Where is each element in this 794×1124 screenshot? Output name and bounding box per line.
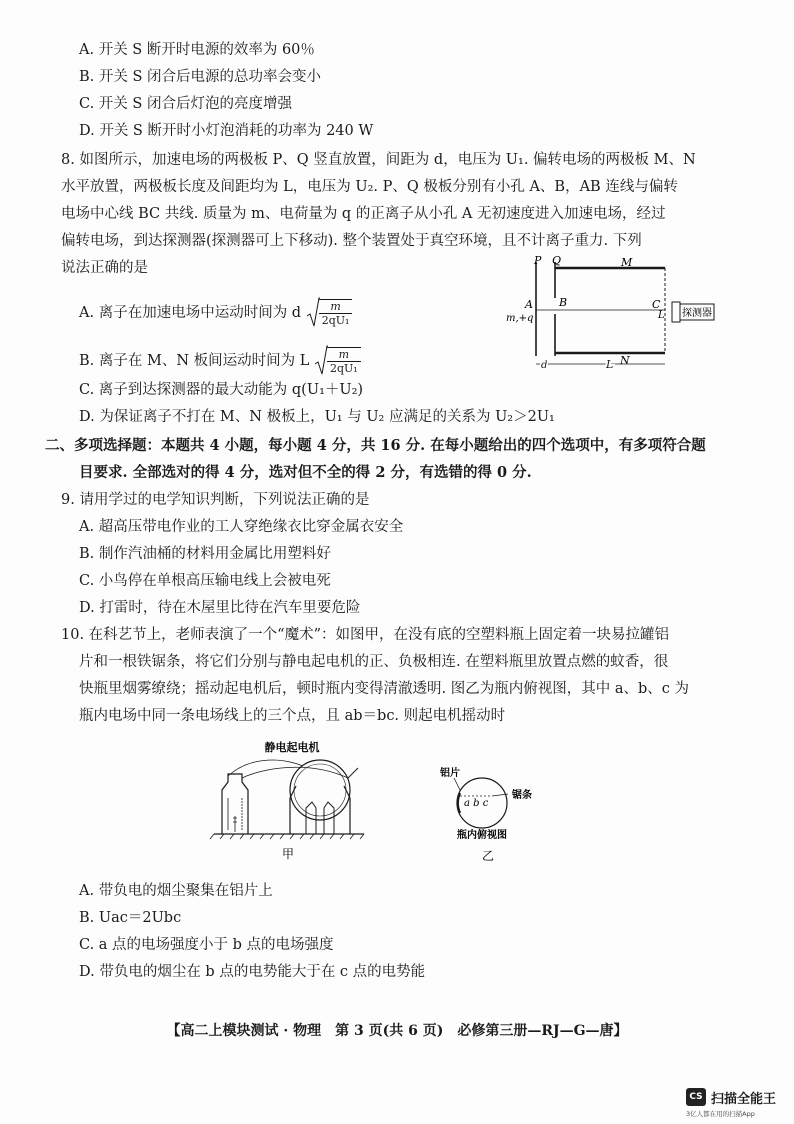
q8-stem-line-2: 水平放置，两极板长度及间距均为 L，电压为 U₂. P、Q 极板分别有小孔 A、B，AB 连线与偏转 (61, 179, 678, 195)
q7-option-b: B. 开关 S 闭合后电源的总功率会变小 (79, 69, 322, 85)
q10-option-a: A. 带负电的烟尘聚集在铝片上 (79, 883, 273, 899)
q8-stem-line-3: 电场中心线 BC 共线. 质量为 m、电荷量为 q 的正离子从小孔 A 无初速度进入加速电场，经过 (61, 206, 666, 222)
q10-stem-line-1: 10. 在科艺节上，老师表演了一个“魔术”：如图甲，在没有底的空塑料瓶上固定着一块易拉罐铝 (61, 627, 669, 643)
q8-option-a (79, 296, 352, 330)
q7-option-a: A. 开关 S 断开时电源的效率为 60％ (79, 42, 315, 58)
mosquito-coil (233, 816, 237, 832)
scanner-tagline: 3亿人都在用的扫描App (686, 1110, 755, 1118)
q10-figure-jia (208, 738, 368, 863)
table-hatching (210, 834, 364, 839)
top-view-caption: 瓶内俯视图 (457, 830, 507, 841)
generator-title: 静电起电机 (264, 741, 320, 754)
crank-handle (348, 768, 358, 778)
q8-figure (500, 252, 720, 382)
label-d: d (541, 360, 548, 371)
section-2-line-1: 二、多项选择题：本题共 4 小题，每小题 4 分，共 16 分. 在每小题给出的四个选项中，有多项符合题 (45, 437, 706, 454)
generator-frame (290, 786, 350, 834)
q8-option-b (79, 344, 361, 378)
label-q: Q (552, 254, 562, 267)
label-n: N (620, 354, 630, 367)
q9-option-c: C. 小鸟停在单根高压输电线上会被电死 (79, 573, 331, 589)
q9-option-a: A. 超高压带电作业的工人穿绝缘衣比穿金属衣安全 (79, 519, 404, 535)
page-footer: 【高二上模块测试 · 物理 第 3 页(共 6 页) 必修第三册—RJ—G—唐】 (166, 1023, 628, 1039)
q8-stem-line-1: 8. 如图所示，加速电场的两极板 P、Q 竖直放置，间距为 d，电压为 U₁. 偏转电场的两极板 M、N (61, 152, 696, 168)
label-l-bottom: L (606, 358, 614, 371)
fraction-numerator: m (319, 300, 353, 314)
q10-stem-line-2: 片和一根铁锯条，将它们分别与静电起电机的正、负极相连. 在塑料瓶里放置点燃的蚊香，很 (79, 654, 669, 670)
q8-option-b-text: B. 离子在 M、N 板间运动时间为 L (79, 353, 310, 369)
q10-option-b: B. Uac＝2Ubc (79, 910, 182, 926)
label-l-side: L (658, 310, 665, 321)
sqrt-expression (306, 296, 353, 330)
sqrt-sign (306, 296, 320, 330)
q8-stem-line-5: 说法正确的是 (61, 260, 148, 276)
sqrt-expression (314, 344, 361, 378)
aluminum-arc (458, 793, 460, 813)
figure-jia-label: 甲 (281, 847, 295, 861)
label-m: M (621, 256, 633, 269)
q10-figure-yi (430, 760, 560, 865)
q8-option-c: C. 离子到达探测器的最大动能为 q(U₁＋U₂) (79, 382, 364, 398)
q9-option-b: B. 制作汽油桶的材料用金属比用塑料好 (79, 546, 331, 562)
q7-option-c: C. 开关 S 闭合后灯泡的亮度增强 (79, 96, 292, 112)
label-mass-charge: m,+q (506, 313, 534, 324)
label-a: A (525, 298, 533, 311)
detector-label: 探测器 (682, 308, 712, 319)
label-saw: 锯条 (512, 790, 532, 801)
label-c: C (652, 298, 661, 311)
label-aluminum: 铝片 (440, 768, 460, 779)
label-p: P (534, 254, 542, 267)
section-2-line-2: 目要求. 全部选对的得 4 分，选对但不全的得 2 分，有选错的得 0 分. (79, 464, 532, 481)
scanner-logo-icon: CS (686, 1088, 706, 1106)
aluminum-pointer (454, 778, 460, 790)
q8-stem-line-4: 偏转电场，到达探测器(探测器可上下移动). 整个装置处于真空环境，且不计离子重力. 下列 (61, 233, 642, 249)
q10-option-d: D. 带负电的烟尘在 b 点的电势能大于在 c 点的电势能 (79, 964, 426, 980)
q8-option-a-text: A. 离子在加速电场中运动时间为 d (79, 305, 302, 321)
q10-option-c: C. a 点的电场强度小于 b 点的电场强度 (79, 937, 334, 953)
detector-box (672, 302, 680, 322)
scanner-app-name: 扫描全能王 (711, 1092, 777, 1107)
q9-stem: 9. 请用学过的电学知识判断，下列说法正确的是 (61, 492, 370, 508)
q9-option-d: D. 打雷时，待在木屋里比待在汽车里要危险 (79, 600, 361, 616)
generator-disc-inner (294, 764, 346, 816)
q10-stem-line-4: 瓶内电场中同一条电场线上的三个点，且 ab＝bc. 则起电机摇动时 (79, 708, 506, 724)
figure-yi-label: 乙 (481, 849, 495, 863)
fraction-denominator: 2qU₁ (329, 362, 358, 375)
q10-stem-line-3: 快瓶里烟雾缭绕；摇动起电机后，顿时瓶内变得清澈透明. 图乙为瓶内俯视图，其中 a、b、c 为 (79, 681, 689, 697)
fraction-numerator: m (327, 348, 361, 362)
q8-option-d: D. 为保证离子不打在 M、N 极板上，U₁ 与 U₂ 应满足的关系为 U₂＞2U₁ (79, 409, 555, 425)
points-abc: a b c (464, 798, 489, 809)
sqrt-sign (314, 344, 328, 378)
scanner-watermark (686, 1088, 786, 1118)
q7-option-d: D. 开关 S 断开时小灯泡消耗的功率为 240 W (79, 123, 374, 139)
fraction-denominator: 2qU₁ (321, 314, 350, 327)
label-b: B (559, 296, 568, 309)
